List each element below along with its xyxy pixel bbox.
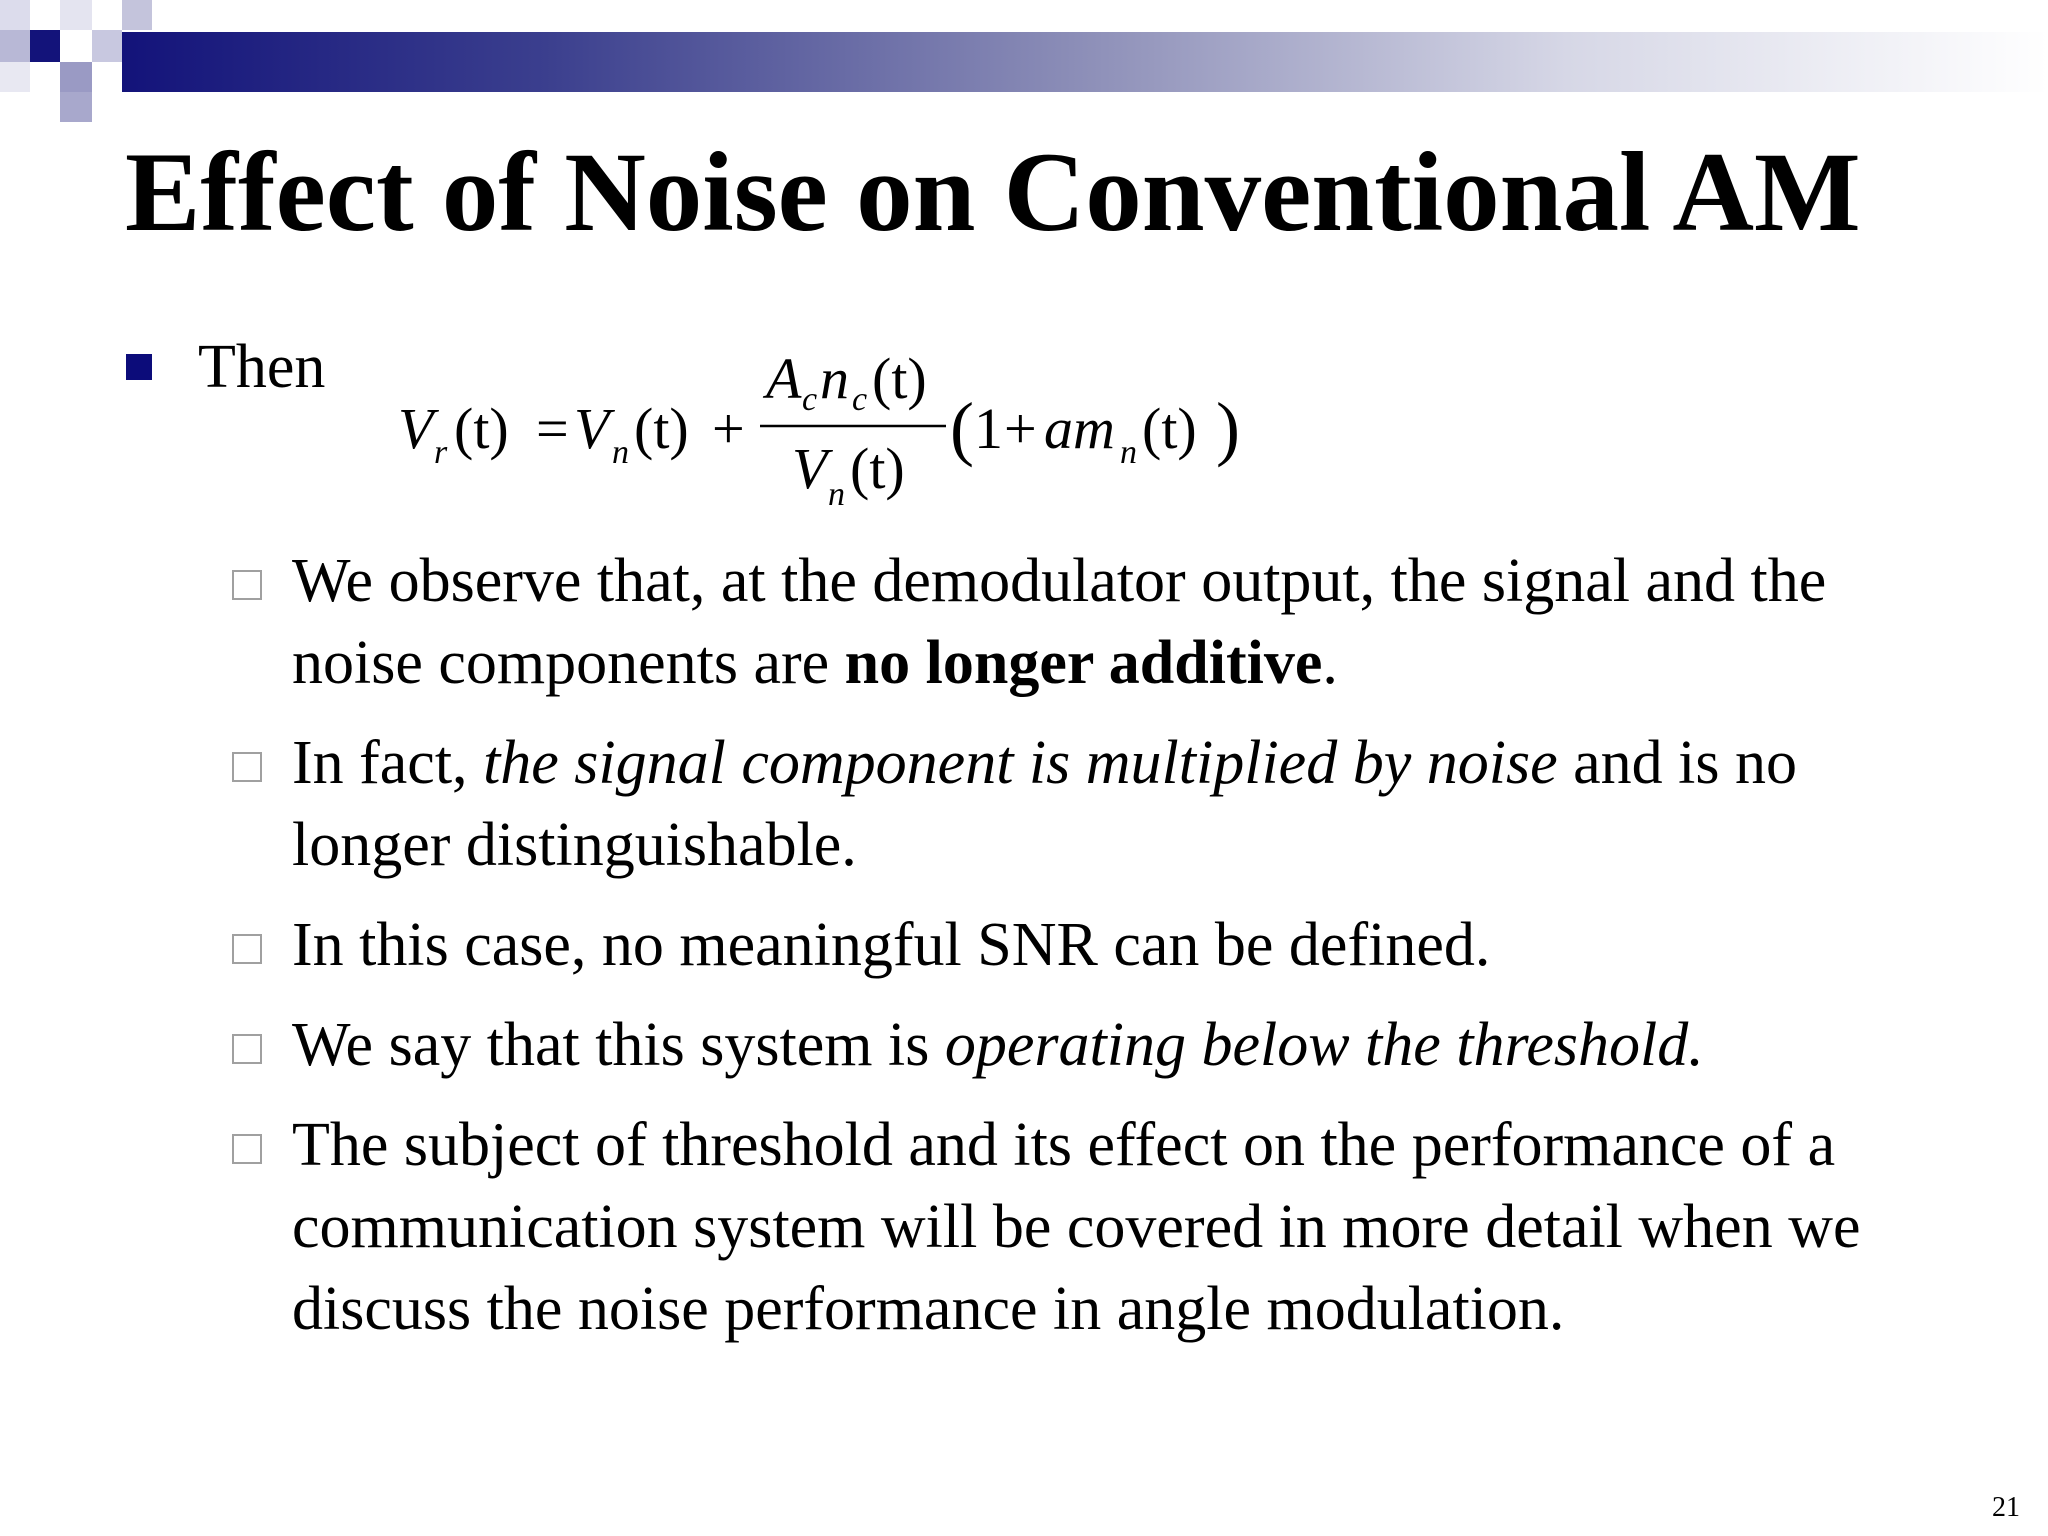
deco-square xyxy=(60,62,92,92)
deco-square xyxy=(122,0,152,30)
eq-number: 1 xyxy=(974,396,1003,461)
deco-square xyxy=(30,62,60,92)
hollow-square-bullet-icon xyxy=(232,1134,262,1164)
sub-bullet-text: In fact, xyxy=(292,729,484,797)
eq-arg: (t) xyxy=(1142,396,1197,461)
deco-square xyxy=(0,0,30,30)
eq-symbol: n xyxy=(820,348,849,411)
deco-square xyxy=(30,0,60,30)
envelope-equation xyxy=(398,348,1258,518)
eq-operator: + xyxy=(712,396,745,461)
deco-square xyxy=(60,0,92,30)
hollow-square-bullet-icon xyxy=(232,570,262,600)
eq-paren: ( xyxy=(950,388,974,468)
eq-symbol: A xyxy=(766,348,802,411)
sub-bullet-item xyxy=(232,1104,1952,1350)
eq-arg: (t) xyxy=(850,436,905,501)
sub-bullet-text: We say that this system is xyxy=(292,1011,945,1079)
hollow-square-bullet-icon xyxy=(232,752,262,782)
sub-bullet-item xyxy=(232,1004,1952,1086)
slide-title: Effect of Noise on Conventional AM xyxy=(125,130,1861,255)
eq-operator: + xyxy=(1004,396,1037,461)
deco-square xyxy=(60,92,92,122)
main-bullet xyxy=(126,330,325,404)
eq-symbol: V xyxy=(574,396,610,461)
deco-square xyxy=(0,62,30,92)
deco-square xyxy=(30,30,60,62)
sub-bullet-text: . xyxy=(1322,629,1338,697)
hollow-square-bullet-icon xyxy=(232,934,262,964)
sub-bullet-text: In this case, no meaningful SNR can be defined. xyxy=(292,911,1491,979)
sub-bullet-item xyxy=(232,540,1952,704)
eq-subscript: c xyxy=(802,381,818,418)
eq-subscript: c xyxy=(852,381,868,418)
eq-symbol: V xyxy=(398,396,434,461)
deco-square xyxy=(0,30,30,62)
eq-subscript: r xyxy=(434,434,448,471)
main-bullet-text: Then xyxy=(198,333,326,401)
sub-bullet-italic-text: operating below the threshold. xyxy=(944,1011,1704,1079)
sub-bullet-list xyxy=(232,540,1952,1368)
eq-paren: ) xyxy=(1216,388,1240,468)
eq-symbol: V xyxy=(792,436,828,501)
sub-bullet-italic-text: the signal component is multiplied by noise xyxy=(483,729,1558,797)
hollow-square-bullet-icon xyxy=(232,1034,262,1064)
square-bullet-icon xyxy=(126,354,152,380)
deco-square xyxy=(60,30,92,62)
sub-bullet-bold-text: no longer additive xyxy=(844,629,1323,697)
eq-arg: (t) xyxy=(872,348,927,411)
header-decoration xyxy=(0,0,2048,130)
sub-bullet-text: The subject of threshold and its effect on the performance of a communication system will be covered in more detail when we discuss the noise performance in angle modulation. xyxy=(292,1111,1861,1343)
eq-arg: (t) xyxy=(634,396,689,461)
sub-bullet-text: and is no longer distinguishable. xyxy=(292,729,1797,879)
eq-arg: (t) xyxy=(454,396,509,461)
header-gradient-bar xyxy=(122,32,2048,92)
eq-operator: = xyxy=(536,396,569,461)
deco-square xyxy=(92,30,122,62)
sub-bullet-item xyxy=(232,904,1952,986)
eq-symbol: am xyxy=(1044,396,1115,461)
page-number: 21 xyxy=(1992,1492,2020,1523)
eq-subscript: n xyxy=(1120,434,1137,471)
eq-subscript: n xyxy=(828,476,845,513)
sub-bullet-text: We observe that, at the demodulator output, the signal and the noise components are xyxy=(292,547,1827,697)
sub-bullet-item xyxy=(232,722,1952,886)
eq-subscript: n xyxy=(612,434,629,471)
